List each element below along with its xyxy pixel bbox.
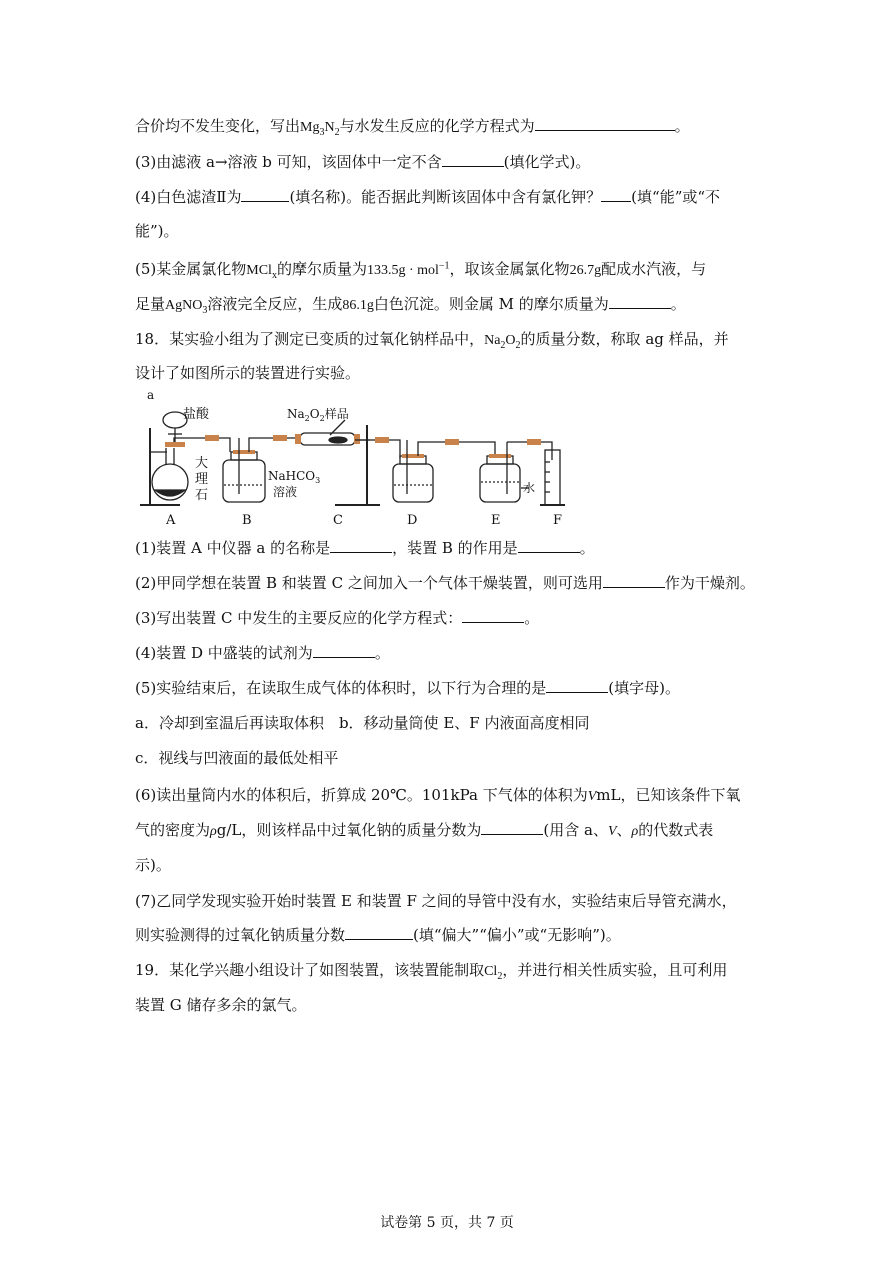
formula-mclx: MCl$_x$ bbox=[246, 263, 277, 281]
formula-na2o2: $Na_2O_2$ bbox=[484, 333, 521, 351]
letter-f: F bbox=[553, 513, 563, 528]
text: (5)某金属氯化物 bbox=[135, 260, 247, 278]
text: 示)。 bbox=[135, 856, 171, 874]
q17-line3 bbox=[135, 187, 720, 207]
text: (填“偏大”“偏小”或“无影响”)。 bbox=[413, 926, 621, 944]
text: ，取该金属氯化物 bbox=[449, 260, 570, 278]
q18-part7-line1 bbox=[135, 891, 737, 911]
text: 足量 bbox=[135, 295, 166, 313]
text: ，装置 B 的作用是 bbox=[392, 539, 518, 557]
var-rho: ρ bbox=[210, 824, 217, 839]
text: ，并进行相关性质实验，且可利用 bbox=[502, 961, 728, 979]
q17-line5 bbox=[135, 259, 706, 281]
text: 。 bbox=[670, 295, 686, 313]
answer-blank[interactable] bbox=[603, 573, 665, 588]
q17-line6 bbox=[135, 294, 686, 316]
q18-part3 bbox=[135, 608, 539, 628]
text: 的摩尔质量为 bbox=[276, 260, 367, 278]
answer-blank[interactable] bbox=[535, 116, 675, 131]
label-a: a bbox=[147, 390, 155, 402]
q18-part5-options1 bbox=[135, 713, 589, 733]
q18-part1 bbox=[135, 538, 595, 558]
answer-blank[interactable] bbox=[345, 925, 413, 940]
answer-blank[interactable] bbox=[241, 187, 289, 202]
text: 的质量分数，称取 ag 样品，并 bbox=[520, 330, 729, 348]
text: (填“能”或“不 bbox=[631, 188, 721, 206]
answer-blank[interactable] bbox=[442, 152, 504, 167]
q18-part5-options2 bbox=[135, 748, 338, 768]
text: c．视线与凹液面的最低处相平 bbox=[135, 749, 339, 767]
text: mL，已知该条件下氧 bbox=[596, 786, 741, 804]
text: a．冷却到室温后再读取体积 b．移动量筒使 E、F 内液面高度相同 bbox=[135, 714, 590, 732]
q18-part2 bbox=[135, 573, 755, 593]
formula-agno3: AgNO$_3$ bbox=[165, 298, 208, 316]
q18-part6-line2: 气的密度为ρg/L，则该样品中过氧化钠的质量分数为 (用含 a、V、ρ的代数式表 bbox=[135, 821, 714, 839]
text: (4)白色滤渣Ⅱ为 bbox=[135, 188, 242, 206]
text: (填名称)。能否据此判断该固体中含有氯化钾？ bbox=[289, 188, 602, 206]
q18-part7-line2 bbox=[135, 925, 621, 945]
q19-line1 bbox=[135, 960, 727, 982]
answer-blank[interactable] bbox=[481, 820, 543, 835]
letter-c: C bbox=[333, 513, 343, 528]
label-marble-3: 石 bbox=[195, 488, 209, 503]
formula-cl2: $Cl_2$ bbox=[484, 964, 503, 982]
apparatus-e bbox=[480, 439, 552, 502]
apparatus-a bbox=[140, 412, 230, 505]
text: 与水发生反应的化学方程式为 bbox=[339, 117, 535, 135]
text: 设计了如图所示的装置进行实验。 bbox=[135, 364, 361, 382]
label-water: 水 bbox=[523, 481, 536, 495]
text: 的代数式表 bbox=[638, 821, 714, 839]
text: (5)实验结束后，在读取生成气体的体积时，以下行为合理的是 bbox=[135, 679, 547, 697]
q18-part6-line1 bbox=[135, 785, 740, 807]
q17-line1 bbox=[135, 116, 690, 138]
var-v: V bbox=[587, 789, 597, 804]
apparatus-figure bbox=[135, 390, 575, 530]
label-marble-1: 大 bbox=[195, 456, 209, 471]
q17-line4 bbox=[135, 221, 179, 241]
answer-blank[interactable] bbox=[609, 294, 671, 309]
text: 作为干燥剂。 bbox=[664, 574, 755, 592]
label-nahco3: NaHCO$_3$ bbox=[268, 469, 321, 485]
text: 白色沉淀。则金属 M 的摩尔质量为 bbox=[373, 295, 609, 313]
answer-blank[interactable] bbox=[518, 538, 580, 553]
molar-mass: 133.5g · mol$^{-1}$ bbox=[366, 260, 450, 278]
mass-value: 26.7g bbox=[569, 263, 602, 278]
label-hcl: 盐酸 bbox=[183, 407, 210, 422]
text: 。 bbox=[579, 539, 595, 557]
text: 溶液完全反应，生成 bbox=[207, 295, 343, 313]
text: 18．某实验小组为了测定已变质的过氧化钠样品中， bbox=[135, 330, 485, 348]
text: 。 bbox=[524, 609, 540, 627]
text: (填化学式)。 bbox=[503, 153, 591, 171]
label-solution: 溶液 bbox=[273, 485, 298, 499]
var-v: V bbox=[607, 824, 617, 839]
text: (填字母)。 bbox=[608, 679, 680, 697]
var-rho: ρ bbox=[631, 824, 639, 839]
answer-blank[interactable] bbox=[601, 187, 631, 202]
text: 则实验测得的过氧化钠质量分数 bbox=[135, 926, 346, 944]
label-sample: $Na_2O_2$样品 bbox=[287, 407, 349, 423]
q18-part5 bbox=[135, 678, 680, 698]
q18-line1 bbox=[135, 329, 729, 351]
q18-line2 bbox=[135, 363, 360, 383]
text: 能”)。 bbox=[135, 222, 179, 240]
text: (4)装置 D 中盛装的试剂为 bbox=[135, 644, 313, 662]
text: g/L，则该样品中过氧化钠的质量分数为 bbox=[216, 821, 482, 839]
q17-line2 bbox=[135, 152, 590, 172]
mass-value: 86.1g bbox=[342, 298, 374, 313]
text: 合价均不发生变化，写出 bbox=[135, 117, 301, 135]
text: (2)甲同学想在装置 B 和装置 C 之间加入一个气体干燥装置，则可选用 bbox=[135, 574, 603, 592]
page-footer: 试卷第 5 页，共 7 页 bbox=[380, 1215, 514, 1231]
text: (1)装置 A 中仪器 a 的名称是 bbox=[135, 539, 331, 557]
text: 配成水汽液，与 bbox=[601, 260, 707, 278]
q18-part6-line3 bbox=[135, 855, 171, 875]
text: (6)读出量筒内水的体积后，折算成 20℃。101kPa 下气体的体积为 bbox=[135, 786, 588, 804]
letter-b: B bbox=[242, 513, 252, 528]
text: (3)由滤液 a→溶液 b 可知，该固体中一定不含 bbox=[135, 153, 442, 171]
answer-blank[interactable] bbox=[462, 608, 524, 623]
text: 19．某化学兴趣小组设计了如图装置，该装置能制取 bbox=[135, 961, 485, 979]
letter-d: D bbox=[407, 513, 418, 528]
text: (3)写出装置 C 中发生的主要反应的化学方程式： bbox=[135, 609, 463, 627]
formula-mg3n2: $Mg_3N_2$ bbox=[300, 120, 340, 138]
q19-line2 bbox=[135, 995, 307, 1015]
letter-a: A bbox=[166, 513, 176, 528]
answer-blank[interactable] bbox=[330, 538, 392, 553]
text: 装置 G 储存多余的氯气。 bbox=[135, 996, 307, 1014]
text: (7)乙同学发现实验开始时装置 E 和装置 F 之间的导管中没有水，实验结束后导管充满水， bbox=[135, 892, 737, 910]
text: (用含 a、 bbox=[543, 821, 608, 839]
text: 气的密度为 bbox=[135, 821, 211, 839]
label-marble-2: 理 bbox=[195, 472, 209, 487]
answer-blank[interactable] bbox=[546, 678, 608, 693]
text: 。 bbox=[374, 644, 390, 662]
q18-part4 bbox=[135, 643, 390, 663]
text: 。 bbox=[674, 117, 690, 135]
apparatus-c bbox=[295, 420, 400, 505]
answer-blank[interactable] bbox=[313, 643, 375, 658]
letter-e: E bbox=[491, 513, 501, 528]
